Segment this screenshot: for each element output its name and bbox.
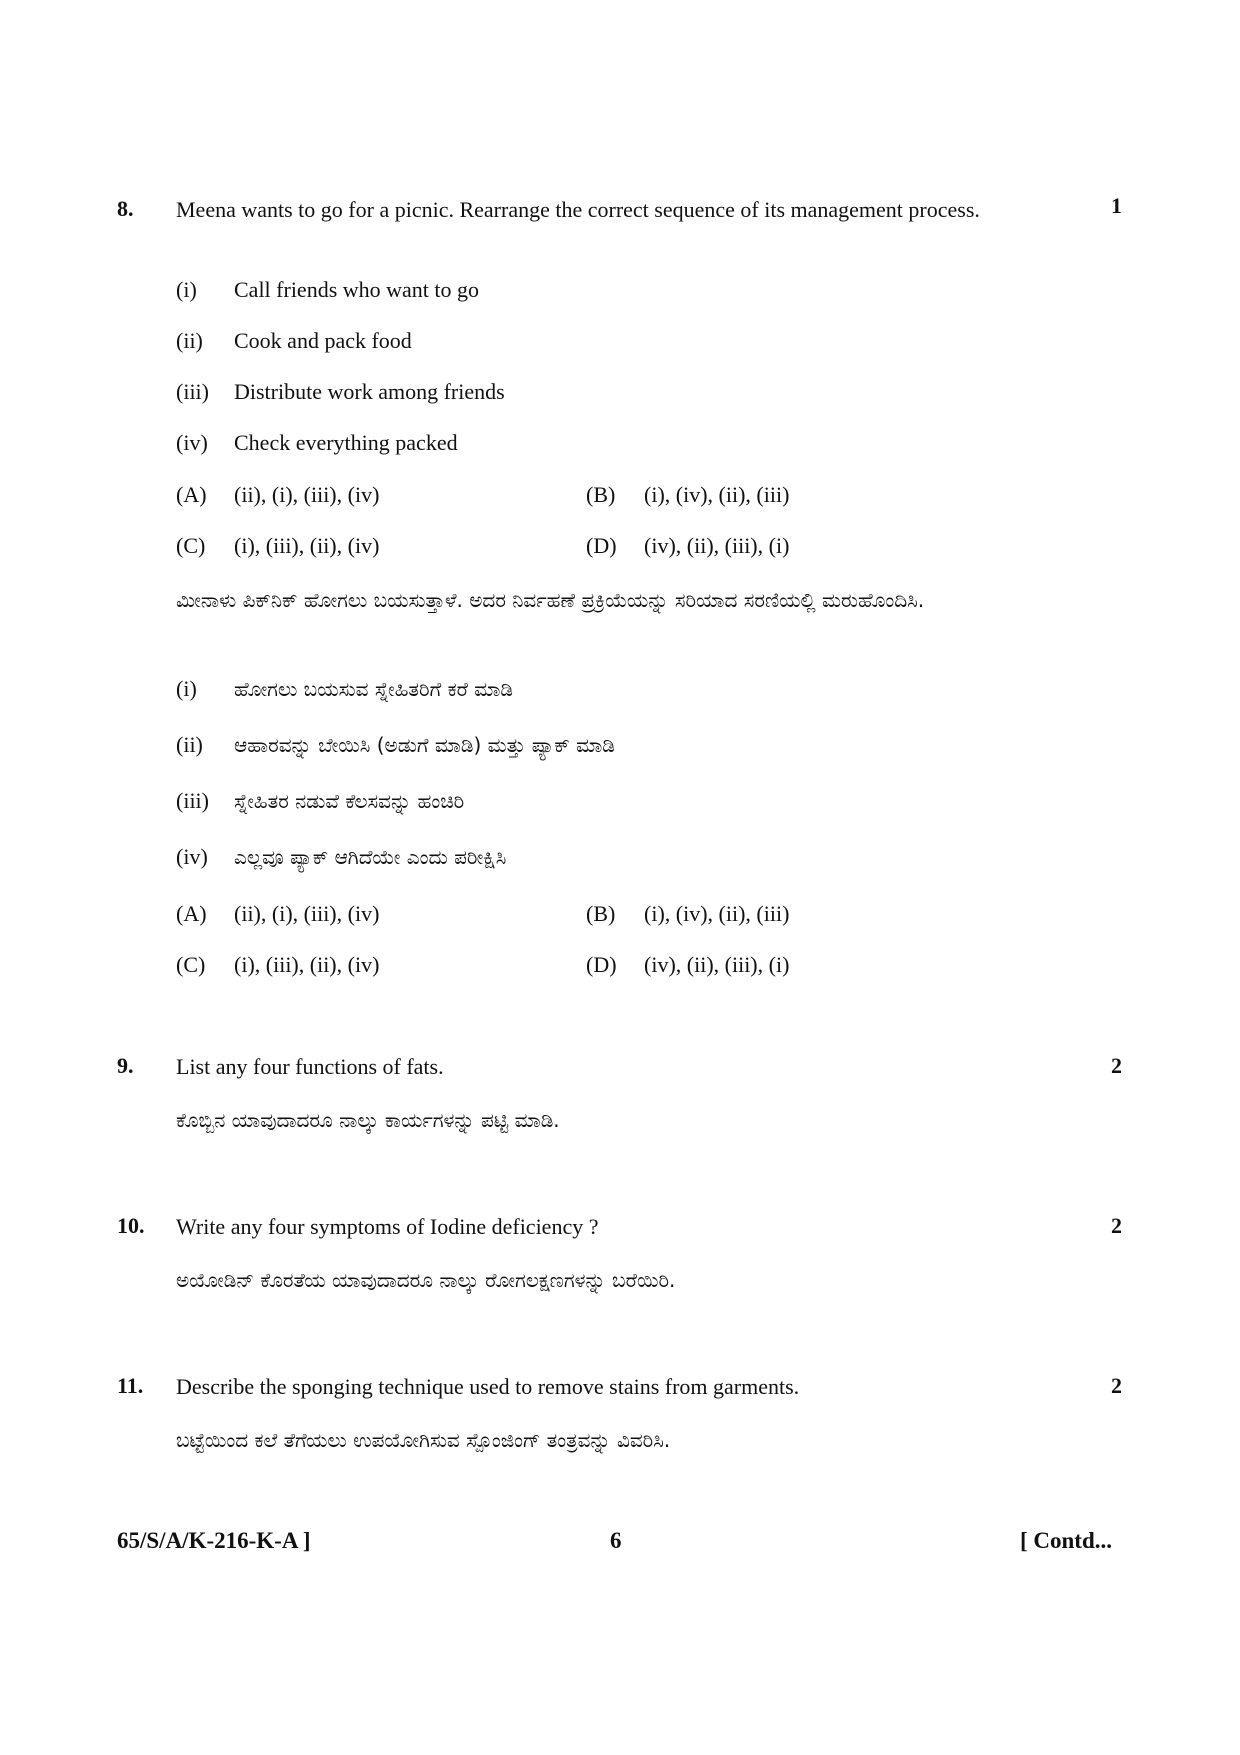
option bbox=[176, 951, 586, 979]
list-item bbox=[176, 429, 458, 457]
item-text: Check everything packed bbox=[234, 430, 458, 455]
question-text-kn: ಬಟ್ಟೆಯಿಂದ ಕಲೆ ತೆಗೆಯಲು ಉಪಯೋಗಿಸುವ ಸ್ಪೊಂಜಿಂಗ್ ತಂತ್ರವನ್ನು ವಿವರಿಸಿ. bbox=[176, 1428, 671, 1452]
item-text: Call friends who want to go bbox=[234, 277, 480, 302]
item-text: Cook and pack food bbox=[234, 328, 412, 353]
option bbox=[586, 900, 996, 928]
question-text-en: Write any four symptoms of Iodine deficiency ? bbox=[176, 1214, 599, 1239]
item-label: (i) bbox=[176, 676, 197, 701]
item-text: ಹೋಗಲು ಬಯಸುವ ಸ್ನೇಹಿತರಿಗೆ ಕರೆ ಮಾಡಿ bbox=[234, 677, 513, 701]
item-text: ಸ್ನೇಹಿತರ ನಡುವೆ ಕೆಲಸವನ್ನು ಹಂಚಿರಿ bbox=[234, 789, 465, 813]
option-label: (A) bbox=[176, 482, 207, 507]
option-text: (i), (iv), (ii), (iii) bbox=[644, 901, 790, 926]
question-text-en: List any four functions of fats. bbox=[176, 1054, 444, 1079]
question-marks: 1 bbox=[1111, 193, 1122, 218]
option-label: (D) bbox=[586, 533, 617, 558]
item-label: (ii) bbox=[176, 328, 203, 353]
question-number: 9. bbox=[117, 1053, 134, 1078]
question-number: 8. bbox=[117, 196, 134, 221]
question-text-kn: ಕೊಬ್ಬಿನ ಯಾವುದಾದರೂ ನಾಲ್ಕು ಕಾರ್ಯಗಳನ್ನು ಪಟ್ಟಿ ಮಾಡಿ. bbox=[176, 1108, 560, 1132]
option-text: (ii), (i), (iii), (iv) bbox=[234, 482, 380, 507]
question-marks: 2 bbox=[1111, 1213, 1122, 1238]
option bbox=[586, 532, 996, 560]
option bbox=[586, 951, 996, 979]
item-label: (iv) bbox=[176, 844, 208, 869]
option-text: (iv), (ii), (iii), (i) bbox=[644, 952, 790, 977]
item-text: Distribute work among friends bbox=[234, 379, 505, 404]
question-text-kn: ಅಯೋಡಿನ್ ಕೊರತೆಯ ಯಾವುದಾದರೂ ನಾಲ್ಕು ರೋಗಲಕ್ಷಣಗಳನ್ನು ಬರೆಯಿರಿ. bbox=[176, 1268, 676, 1292]
question-number: 11. bbox=[117, 1373, 144, 1398]
list-item bbox=[176, 674, 513, 704]
list-item bbox=[176, 730, 615, 760]
item-label: (i) bbox=[176, 277, 197, 302]
option-label: (D) bbox=[586, 952, 617, 977]
list-item bbox=[176, 327, 412, 355]
option-label: (C) bbox=[176, 533, 206, 558]
option-text: (i), (iii), (ii), (iv) bbox=[234, 952, 380, 977]
question-marks: 2 bbox=[1111, 1053, 1122, 1078]
options-row bbox=[176, 900, 996, 928]
paper-code: 65/S/A/K-216-K-A ] bbox=[117, 1528, 311, 1553]
item-text: ಎಲ್ಲವೂ ಪ್ಯಾಕ್ ಆಗಿದೆಯೇ ಎಂದು ಪರೀಕ್ಷಿಸಿ bbox=[234, 845, 507, 869]
option-text: (ii), (i), (iii), (iv) bbox=[234, 901, 380, 926]
question-number: 10. bbox=[117, 1213, 145, 1238]
option-text: (i), (iv), (ii), (iii) bbox=[644, 482, 790, 507]
page-number: 6 bbox=[610, 1528, 622, 1553]
option bbox=[176, 900, 586, 928]
options-row bbox=[176, 951, 996, 979]
item-label: (iii) bbox=[176, 788, 209, 813]
list-item bbox=[176, 842, 506, 872]
item-label: (ii) bbox=[176, 732, 203, 757]
continued-label: [ Contd... bbox=[1020, 1528, 1113, 1553]
option bbox=[176, 481, 586, 509]
option-label: (A) bbox=[176, 901, 207, 926]
option-label: (B) bbox=[586, 901, 616, 926]
list-item bbox=[176, 786, 464, 816]
options-row bbox=[176, 481, 996, 509]
item-label: (iii) bbox=[176, 379, 209, 404]
options-row bbox=[176, 532, 996, 560]
option-text: (iv), (ii), (iii), (i) bbox=[644, 533, 790, 558]
question-text-en: Describe the sponging technique used to remove stains from garments. bbox=[176, 1374, 800, 1399]
question-text-kn: ಮೀನಾಳು ಪಿಕ್‌ನಿಕ್ ಹೋಗಲು ಬಯಸುತ್ತಾಳೆ. ಅದರ ನಿರ್ವಹಣೆ ಪ್ರಕ್ರಿಯೆಯನ್ನು ಸರಿಯಾದ ಸರಣಿಯಲ್ಲಿ ಮರುಹೊಂದಿಸಿ. bbox=[176, 588, 925, 612]
list-item bbox=[176, 276, 479, 304]
option bbox=[176, 532, 586, 560]
option bbox=[586, 481, 996, 509]
item-label: (iv) bbox=[176, 430, 208, 455]
question-text-en: Meena wants to go for a picnic. Rearrange the correct sequence of its management process. bbox=[176, 197, 980, 222]
item-text: ಆಹಾರವನ್ನು ಬೇಯಿಸಿ (ಅಡುಗೆ ಮಾಡಿ) ಮತ್ತು ಪ್ಯಾಕ್ ಮಾಡಿ bbox=[234, 733, 615, 757]
option-text: (i), (iii), (ii), (iv) bbox=[234, 533, 380, 558]
question-marks: 2 bbox=[1111, 1373, 1122, 1398]
option-label: (B) bbox=[586, 482, 616, 507]
option-label: (C) bbox=[176, 952, 206, 977]
list-item bbox=[176, 378, 505, 406]
